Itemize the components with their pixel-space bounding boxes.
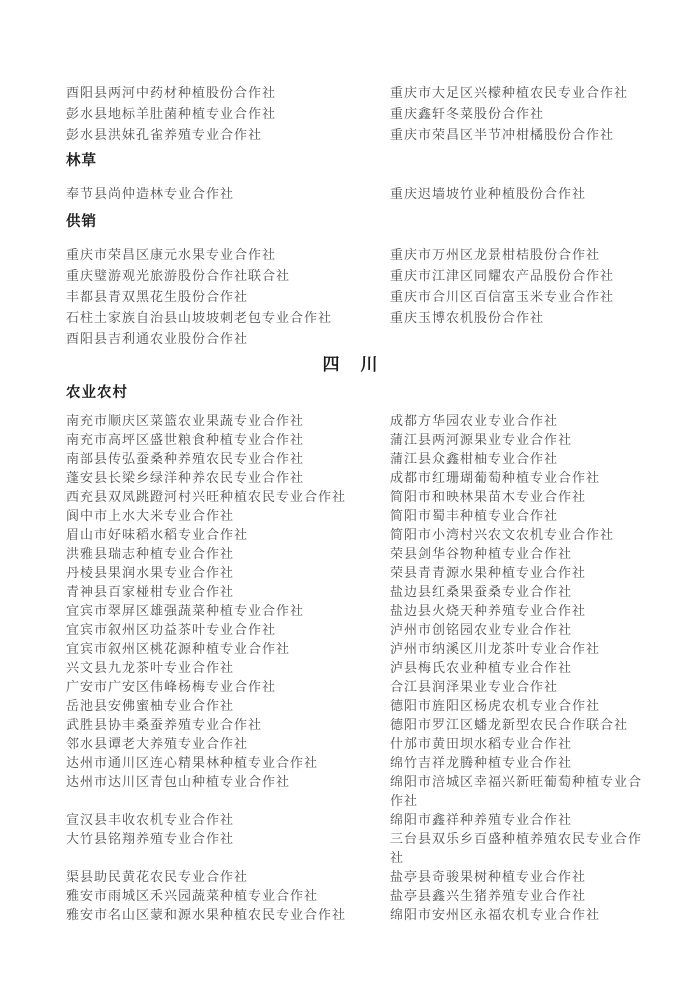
coop-name-left: 奉节县尚仲造林专业合作社 [66,186,235,201]
coop-name-left: 重庆璧游观光旅游股份合作社联合社 [66,268,291,283]
coop-pair-row [66,544,636,563]
coop-name-right: 德阳市旌阳区杨虎农机专业合作社 [390,698,601,713]
coop-name-left: 雅安市名山区蒙和源水果种植农民专业合作社 [66,907,347,922]
coop-name-right: 重庆鑫轩冬菜股份合作社 [390,106,545,121]
coop-name-left: 南部县传弘蚕桑种养殖农民专业合作社 [66,451,305,466]
coop-pair-row [66,620,636,639]
coop-name-left: 丰都县青双黑花生股份合作社 [66,289,249,304]
coop-name-right: 盐亭县鑫兴生猪养殖专业合作社 [390,888,587,903]
section-gongxiao [66,244,636,349]
coop-pair-row [66,307,636,328]
coop-name-left: 宣汉县丰收农机专业合作社 [66,812,235,827]
coop-name-right: 成都市红珊瑚葡萄种植专业合作社 [390,470,601,485]
coop-pair-row [66,265,636,286]
coop-name-right: 盐边县红桑果蚕桑专业合作社 [390,584,573,599]
coop-name-right: 重庆玉博农机股份合作社 [390,310,545,325]
coop-pair-row [66,810,636,829]
coop-pair-row [66,582,636,601]
coop-name-right: 简阳市小湾村兴农文农机专业合作社 [390,527,615,542]
coop-name-left: 南充市顺庆区菜篮农业果蔬专业合作社 [66,413,305,428]
coop-name-left: 邻水县谭老大养殖专业合作社 [66,736,249,751]
coop-pair-row [66,183,636,204]
coop-name-right: 简阳市蜀丰种植专业合作社 [390,508,559,523]
coop-pair-row [66,677,636,696]
coop-name-left: 兴文县九龙茶叶专业合作社 [66,660,235,675]
coop-name-left: 雅安市雨城区禾兴园蔬菜种植专业合作社 [66,888,319,903]
coop-name-right: 荣县青青源水果种植专业合作社 [390,565,587,580]
coop-pair-row [66,905,636,924]
coop-name-right: 绵竹吉祥龙腾种植专业合作社 [390,755,573,770]
coop-pair-row [66,563,636,582]
coop-name-left: 达州市通川区连心精果林种植专业合作社 [66,755,319,770]
coop-name-left: 西充县双凤跳蹬河村兴旺种植农民专业合作社 [66,489,347,504]
coop-pair-row [66,525,636,544]
coop-name-right: 重庆市大足区兴檬种植农民专业合作社 [390,85,629,100]
coop-name-left: 蓬安县长梁乡绿洋种养农民专业合作社 [66,470,305,485]
coop-name-right: 重庆市合川区百信富玉米专业合作社 [390,289,615,304]
coop-name-right: 盐亭县奇骏果树种植专业合作社 [390,869,587,884]
coop-pair-row [66,696,636,715]
coop-pair-row [66,124,636,145]
coop-pair-row [66,601,636,620]
coop-pair-row [66,886,636,905]
coop-pair-row [66,103,636,124]
coop-name-right: 蒲江县众鑫柑柚专业合作社 [390,451,559,466]
coop-pair-row [66,829,643,867]
coop-name-right: 泸州市纳溪区川龙茶叶专业合作社 [390,641,601,656]
coop-name-left: 彭水县地标羊肚菌种植专业合作社 [66,106,277,121]
coop-name-right: 泸县梅氏农业种植专业合作社 [390,660,573,675]
coop-pair-row [66,506,636,525]
coop-name-right: 绵阳市安州区永福农机专业合作社 [390,907,601,922]
coop-pair-row [66,430,636,449]
coop-name-right: 蒲江县两河源果业专业合作社 [390,432,573,447]
coop-name-left: 大竹县铭翔养殖专业合作社 [66,831,235,846]
coop-name-left: 青神县百家椪柑专业合作社 [66,584,235,599]
section-heading-gongxiao: 供销 [66,214,97,230]
coop-name-left: 广安市广安区伟峰杨梅专业合作社 [66,679,277,694]
section-lincao [66,183,636,204]
coop-name-left: 重庆市荣昌区康元水果专业合作社 [66,247,277,262]
coop-name-left: 丹棱县果润水果专业合作社 [66,565,235,580]
coop-pair-row [66,328,636,349]
section-heading-nongyenongcun: 农业农村 [66,385,128,401]
section-heading-lincao: 林草 [66,153,97,169]
coop-name-left: 洪雅县瑞志种植专业合作社 [66,546,235,561]
coop-pair-row [66,487,636,506]
coop-name-right: 合江县润泽果业专业合作社 [390,679,559,694]
coop-name-left: 武胜县协丰桑蚕养殖专业合作社 [66,717,263,732]
coop-pair-row [66,658,636,677]
coop-name-right: 荣县剑华谷物种植专业合作社 [390,546,573,561]
coop-name-left: 彭水县洪妹孔雀养殖专业合作社 [66,127,263,142]
coop-name-left: 宜宾市叙州区桃花源种植专业合作社 [66,641,291,656]
coop-name-left: 酉阳县吉利通农业股份合作社 [66,331,249,346]
coop-name-left: 阆中市上水大米专业合作社 [66,508,235,523]
coop-name-right: 重庆市荣昌区半节冲柑橘股份合作社 [390,127,615,142]
coop-name-right: 重庆迟墙坡竹业种植股份合作社 [390,186,587,201]
coop-pair-row [66,867,636,886]
coop-pair-row [66,772,643,810]
coop-name-right: 盐边县火烧天种养殖专业合作社 [390,603,587,618]
coop-pair-row [66,468,636,487]
coop-pair-row [66,715,636,734]
coop-pair-row [66,449,636,468]
coop-name-right: 德阳市罗江区蟠龙新型农民合作联合社 [390,717,629,732]
coop-pair-row [66,286,636,307]
coop-pair-row [66,753,636,772]
coop-pair-row [66,734,636,753]
coop-name-left: 渠县助民黄花农民专业合作社 [66,869,249,884]
coop-name-right: 成都方华园农业专业合作社 [390,413,559,428]
coop-name-right: 三台县双乐乡百盛种植养殖农民专业合作社 [390,831,643,865]
coop-pair-row [66,244,636,265]
section-continuation [66,82,636,145]
coop-name-left: 南充市高坪区盛世粮食种植专业合作社 [66,432,305,447]
coop-name-left: 宜宾市翠屏区雄强蔬菜种植专业合作社 [66,603,305,618]
coop-name-left: 岳池县安佛蜜柚专业合作社 [66,698,235,713]
coop-name-right: 泸州市创铭园农业专业合作社 [390,622,573,637]
coop-name-left: 达州市达川区青包山种植专业合作社 [66,774,291,789]
coop-name-left: 酉阳县两河中药材种植股份合作社 [66,85,277,100]
coop-pair-row [66,639,636,658]
coop-pair-row [66,82,636,103]
coop-name-left: 石柱土家族自治县山坡坡刺老包专业合作社 [66,310,333,325]
coop-name-left: 眉山市好味稻水稻专业合作社 [66,527,249,542]
coop-name-right: 重庆市江津区同耀农产品股份合作社 [390,268,615,283]
province-heading-sichuan: 四 川 [322,355,380,374]
section-nongyenongcun [66,411,643,924]
coop-name-left: 宜宾市叙州区功益茶叶专业合作社 [66,622,277,637]
coop-name-right: 绵阳市涪城区幸福兴新旺葡萄种植专业合作社 [390,774,643,808]
coop-pair-row [66,411,636,430]
coop-name-right: 绵阳市鑫祥种养殖专业合作社 [390,812,573,827]
coop-name-right: 重庆市万州区龙景柑桔股份合作社 [390,247,601,262]
coop-name-right: 简阳市和映林果苗木专业合作社 [390,489,587,504]
coop-name-right: 什邡市黄田坝水稻专业合作社 [390,736,573,751]
